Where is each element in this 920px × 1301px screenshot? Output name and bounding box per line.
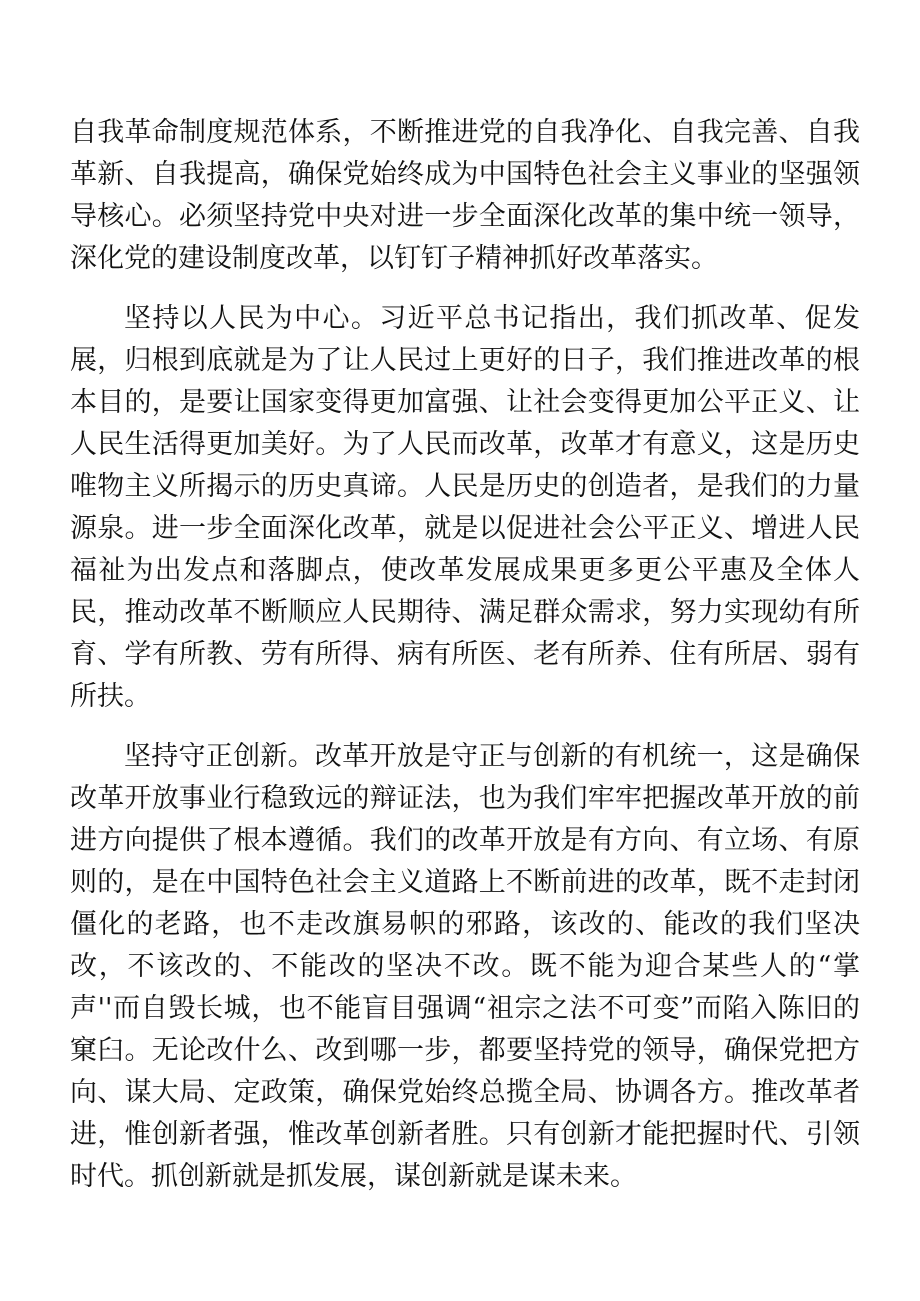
paragraph-continuation: 自我革命制度规范体系，不断推进党的自我净化、自我完善、自我革新、自我提高，确保党始终成为中国特色社会主义事业的坚强领导核心。必须坚持党中央对进一步全面深化改革的集中统一领导，深化党的建设制度改革，以钉钉子精神抓好改革落实。 <box>70 117 860 274</box>
paragraph-innovation: 坚持守正创新。改革开放是守正与创新的有机统一，这是确保改革开放事业行稳致远的辩证法，也为我们牢牢把握改革开放的前进方向提供了根本遵循。我们的改革开放是有方向、有立场、有原则的，是在中国特色社会主义道路上不断前进的改革，既不走封闭僵化的老路，也不走改旗易帜的邪路，该改的、能改的我们坚决改，不该改的、不能改的坚决不改。既不能为迎合某些人的“掌声''而自毁长城，也不能盲目强调“祖宗之法不可变”而陷入陈旧的窠臼。无论改什么、改到哪一步，都要坚持党的领导，确保党把方向、谋大局、定政策，确保党始终总揽全局、协调各方。推改革者进，惟创新者强，惟改革创新者胜。只有创新才能把握时代、引领时代。抓创新就是抓发展，谋创新就是谋未来。 <box>70 741 860 1192</box>
paragraph-people-centered: 坚持以人民为中心。习近平总书记指出，我们抓改革、促发展，归根到底就是为了让人民过上更好的日子，我们推进改革的根本目的，是要让国家变得更加富强、让社会变得更加公平正义、让人民生活得更加美好。为了人民而改革，改革才有意义，这是历史唯物主义所揭示的历史真谛。人民是历史的创造者，是我们的力量源泉。进一步全面深化改革，就是以促进社会公平正义、增进人民福祉为出发点和落脚点，使改革发展成果更多更公平惠及全体人民，推动改革不断顺应人民期待、满足群众需求，努力实现幼有所育、学有所教、劳有所得、病有所医、老有所养、住有所居、弱有所扶。 <box>70 303 860 712</box>
document-body <box>70 112 860 1198</box>
